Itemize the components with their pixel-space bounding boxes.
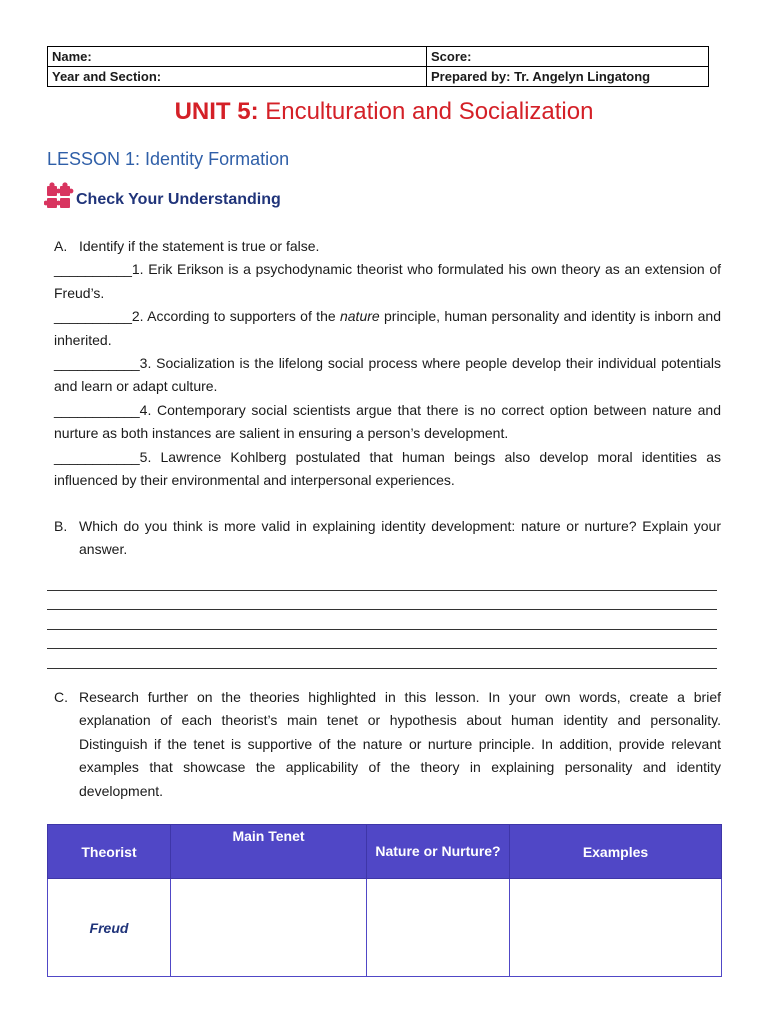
main-tenet-cell[interactable]	[171, 879, 367, 977]
section-a-instruction: A. Identify if the statement is true or false.	[54, 238, 320, 254]
section-a	[54, 235, 725, 492]
header-row-2	[48, 67, 709, 87]
year-section-field[interactable]: Year and Section:	[48, 67, 427, 87]
lesson-title: LESSON 1: Identity Formation	[47, 149, 290, 169]
unit-name: Enculturation and Socialization	[258, 98, 594, 125]
table-row	[48, 879, 722, 977]
section-c	[54, 686, 721, 803]
theorist-cell: Freud	[48, 879, 171, 977]
prepared-by-field: Prepared by: Tr. Angelyn Lingatong	[427, 67, 709, 87]
statement-4: ___________4. Contemporary social scientists argue that there is no correct option between nature and nurture as both instances are salient in ensuring a person’s development.	[54, 401, 721, 442]
section-c-text: C. Research further on the theories highlighted in this lesson. In your own words, create a brief explanation of each theorist’s main tenet or hypothesis about human identity and personality. Distinguish if the tenet is supportive of the nature or nurture principle. In addition, provide relevant examples that showcase the applicability of the theory in explaining personality and identity development.	[54, 689, 721, 799]
puzzle-icon	[44, 180, 74, 210]
header-main-tenet: Main Tenet	[171, 825, 367, 879]
header-examples: Examples	[510, 825, 722, 879]
examples-cell[interactable]	[510, 879, 722, 977]
section-b-answer-lines[interactable]	[47, 571, 717, 669]
answer-blank-4[interactable]: ___________	[54, 401, 140, 418]
theorist-table-header	[48, 825, 722, 879]
answer-line[interactable]	[47, 610, 717, 630]
answer-blank-5[interactable]: ___________	[54, 448, 140, 465]
unit-number: UNIT 5:	[174, 98, 259, 125]
answer-blank-2[interactable]: __________	[54, 308, 132, 325]
nature-nurture-cell[interactable]	[367, 879, 510, 977]
section-b	[54, 515, 721, 562]
header-info-table	[47, 46, 709, 87]
name-field[interactable]: Name:	[48, 47, 427, 67]
statement-5: ___________5. Lawrence Kohlberg postulated that human beings also develop moral identities as influenced by their environmental and interpersonal experiences.	[54, 448, 721, 489]
unit-title	[0, 98, 768, 126]
answer-blank-1[interactable]: __________	[54, 261, 132, 278]
answer-line[interactable]	[47, 571, 717, 591]
check-understanding-label: Check Your Understanding	[76, 191, 281, 208]
statement-1: __________1. Erik Erikson is a psychodynamic theorist who formulated his own theory as an extension of Freud’s.	[54, 261, 721, 301]
header-theorist: Theorist	[48, 825, 171, 879]
answer-line[interactable]	[47, 591, 717, 611]
answer-line[interactable]	[47, 630, 717, 650]
answer-line[interactable]	[47, 649, 717, 669]
section-b-question: B. Which do you think is more valid in explaining identity development: nature or nurture? Explain your answer.	[54, 518, 721, 558]
statement-2: __________2. According to supporters of the nature principle, human personality and identity is inborn and inherited.	[54, 308, 725, 348]
header-row-1	[48, 47, 709, 67]
statement-3: ___________3. Socialization is the lifelong social process where people develop their individual potentials and learn or adapt culture.	[54, 355, 721, 395]
theorist-table	[47, 824, 722, 977]
score-field[interactable]: Score:	[427, 47, 709, 67]
header-nature-nurture: Nature or Nurture?	[367, 825, 510, 879]
answer-blank-3[interactable]: ___________	[54, 355, 140, 372]
